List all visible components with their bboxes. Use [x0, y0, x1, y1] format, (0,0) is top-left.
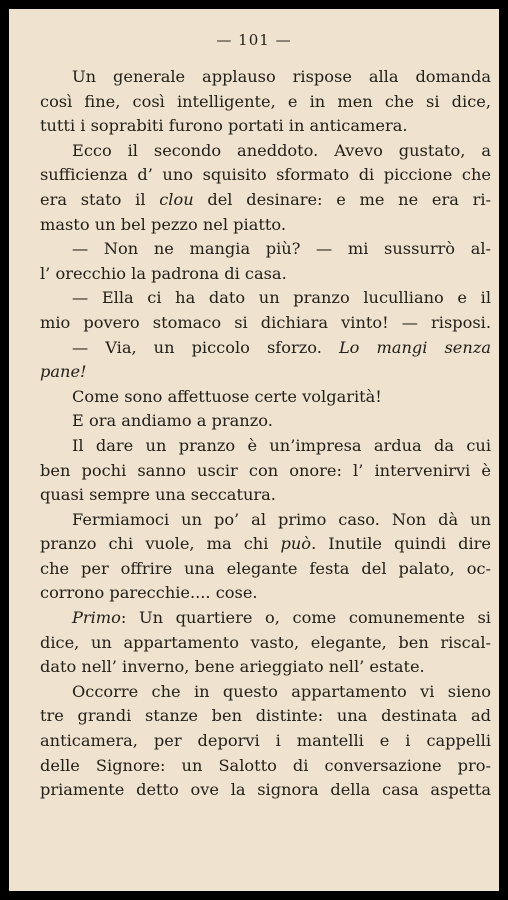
text-segment: Un generale applauso rispose alla domanda	[72, 67, 491, 86]
text-segment: quasi sempre una seccatura.	[40, 485, 276, 505]
text-segment: corrono parecchie.... cose.	[40, 583, 258, 603]
body-text	[40, 65, 491, 803]
italic-text: pane!	[40, 362, 87, 382]
page-number: — 101 —	[216, 31, 292, 49]
text-segment: Ecco il secondo aneddoto. Avevo gustato, a	[72, 140, 491, 160]
text-line	[40, 360, 491, 385]
text-segment: — Ella ci ha dato un pranzo luculliano e il	[72, 288, 491, 308]
text-line	[40, 508, 491, 533]
italic-text: Primo	[72, 608, 121, 628]
text-line	[40, 532, 491, 557]
text-line	[40, 483, 491, 508]
book-page	[9, 9, 499, 891]
text-line	[40, 114, 491, 139]
italic-text: può	[280, 534, 312, 554]
text-line	[40, 311, 491, 336]
text-segment: Fermiamoci un po’ al primo caso. Non dà un	[72, 509, 491, 529]
text-segment: : Un quartiere o, come comunemente si	[120, 608, 491, 628]
text-segment: Il dare un pranzo è un’impresa ardua da cui	[72, 435, 491, 455]
text-line	[40, 90, 491, 115]
text-segment: l’ orecchio la padrona di casa.	[40, 263, 287, 283]
text-line	[40, 557, 491, 582]
text-line	[40, 286, 491, 311]
text-segment: priamente detto ove la signora della casa aspetta	[40, 780, 491, 800]
text-segment: masto un bel pezzo nel piatto.	[40, 214, 286, 234]
text-line	[40, 385, 491, 410]
text-line	[40, 729, 491, 754]
text-segment: mio povero stomaco si dichiara vinto! — risposi.	[40, 312, 491, 332]
text-line	[40, 434, 491, 459]
text-segment: anticamera, per deporvi i mantelli e i cappelli	[40, 731, 491, 751]
text-line	[40, 754, 491, 779]
text-segment: del desinare: e me ne era ri-	[193, 189, 491, 209]
italic-text: Lo mangi senza	[338, 337, 491, 357]
italic-text: clou	[159, 189, 194, 209]
text-line	[40, 336, 491, 361]
text-line	[40, 704, 491, 729]
text-segment: dato nell’ inverno, bene arieggiato nell’ estate.	[40, 657, 425, 677]
text-line	[40, 213, 491, 238]
text-line	[40, 65, 491, 90]
text-line	[40, 655, 491, 680]
text-line	[40, 139, 491, 164]
text-line	[40, 163, 491, 188]
text-line	[40, 262, 491, 287]
text-segment: che per offrire una elegante festa del palato, oc-	[40, 558, 491, 578]
text-segment: Come sono affettuose certe volgarità!	[72, 386, 382, 406]
text-line	[40, 606, 491, 631]
text-segment: . Inutile quindi dire	[311, 534, 491, 554]
text-line	[40, 680, 491, 705]
text-segment: E ora andiamo a pranzo.	[72, 411, 273, 431]
text-segment: — Via, un piccolo sforzo.	[72, 337, 339, 357]
text-segment: dice, un appartamento vasto, elegante, ben riscal-	[40, 632, 491, 652]
text-segment: sufficienza d’ uno squisito sformato di piccione che	[40, 165, 491, 185]
text-line	[40, 631, 491, 656]
text-segment: pranzo chi vuole, ma chi	[40, 534, 281, 554]
text-segment: tre grandi stanze ben distinte: una destinata ad	[40, 706, 491, 726]
text-segment: tutti i soprabiti furono portati in anticamera.	[40, 116, 408, 136]
text-line	[40, 237, 491, 262]
text-segment: delle Signore: un Salotto di conversazione pro-	[40, 755, 491, 775]
text-line	[40, 778, 491, 803]
text-segment: così fine, così intelligente, e in men che si dice,	[40, 91, 491, 111]
text-line	[40, 409, 491, 434]
text-segment: ben pochi sanno uscir con onore: l’ intervenirvi è	[40, 460, 491, 480]
text-segment: Occorre che in questo appartamento vi sieno	[72, 681, 491, 701]
text-segment: era stato il	[40, 189, 160, 209]
text-segment: — Non ne mangia più? — mi sussurrò al-	[72, 239, 491, 259]
text-line	[40, 459, 491, 484]
text-line	[40, 188, 491, 213]
text-line	[40, 581, 491, 606]
